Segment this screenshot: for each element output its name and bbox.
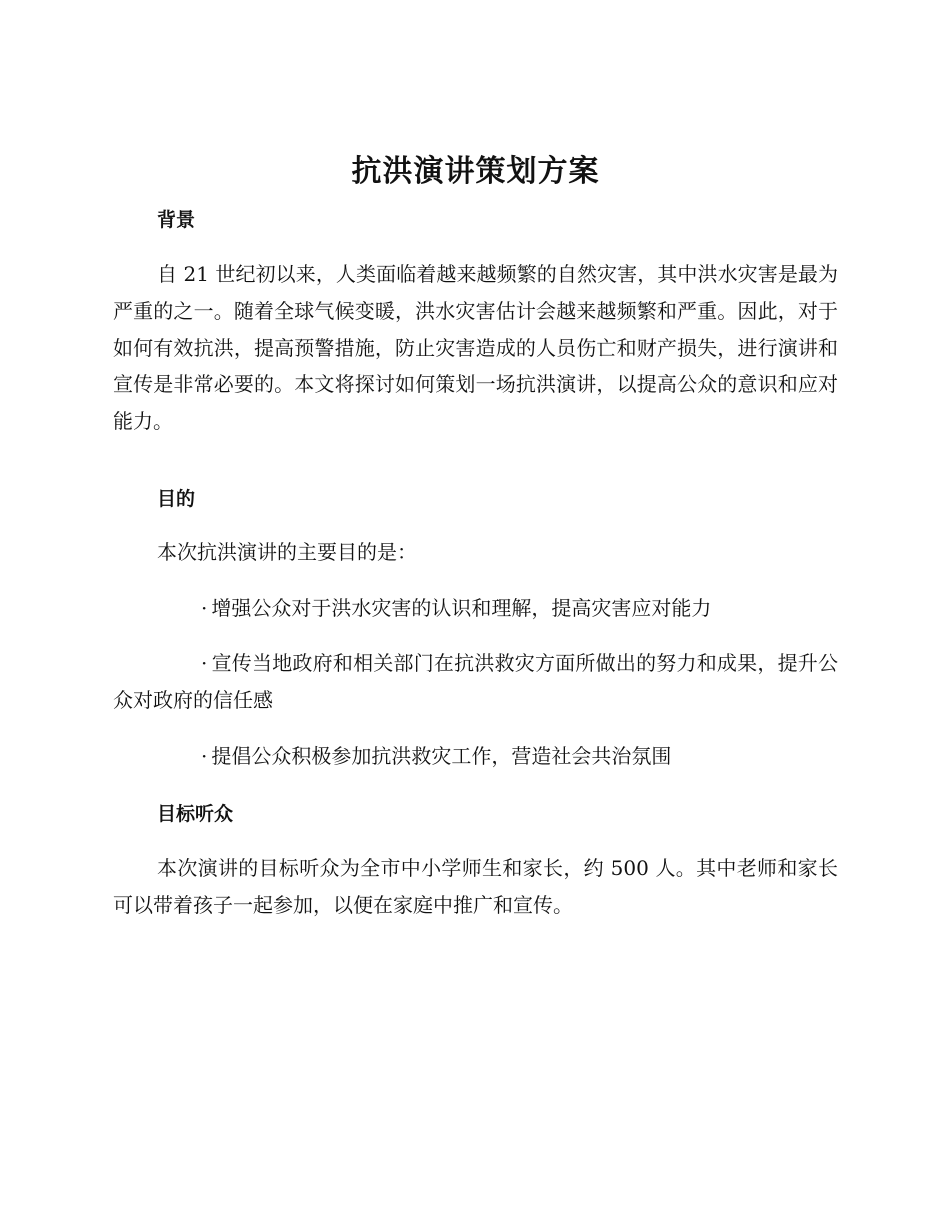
background-paragraph: 自 21 世纪初以来，人类面临着越来越频繁的自然灾害，其中洪水灾害是最为严重的之一。随着全球气候变暖，洪水灾害估计会越来越频繁和严重。因此，对于如何有效抗洪，提高预警措施，防止灾害造成的人员伤亡和财产损失，进行演讲和宣传是非常必要的。本文将探讨如何策划一场抗洪演讲，以提高公众的意识和应对能力。	[113, 262, 838, 434]
purpose-intro: 本次抗洪演讲的主要目的是：	[157, 540, 417, 564]
purpose-bullet-1	[113, 590, 838, 627]
bullet-dot-icon: ·	[201, 596, 208, 620]
purpose-bullet-3	[113, 738, 838, 775]
section-heading-purpose: 目的	[157, 488, 196, 510]
bullet-dot-icon: ·	[201, 651, 208, 675]
bullet-text: 提倡公众积极参加抗洪救灾工作，营造社会共治氛围	[211, 744, 672, 768]
bullet-text: 宣传当地政府和相关部门在抗洪救灾方面所做出的努力和成果，提升公众对政府的信任感	[113, 651, 838, 712]
bullet-text: 增强公众对于洪水灾害的认识和理解，提高灾害应对能力	[211, 596, 712, 620]
bullet-dot-icon: ·	[201, 744, 208, 768]
audience-paragraph: 本次演讲的目标听众为全市中小学师生和家长，约 500 人。其中老师和家长可以带着孩子一起参加，以便在家庭中推广和宣传。	[113, 856, 838, 917]
section-heading-audience: 目标听众	[157, 803, 234, 825]
document-title: 抗洪演讲策划方案	[351, 154, 600, 189]
purpose-bullet-2	[113, 645, 838, 719]
section-heading-background: 背景	[157, 209, 196, 231]
